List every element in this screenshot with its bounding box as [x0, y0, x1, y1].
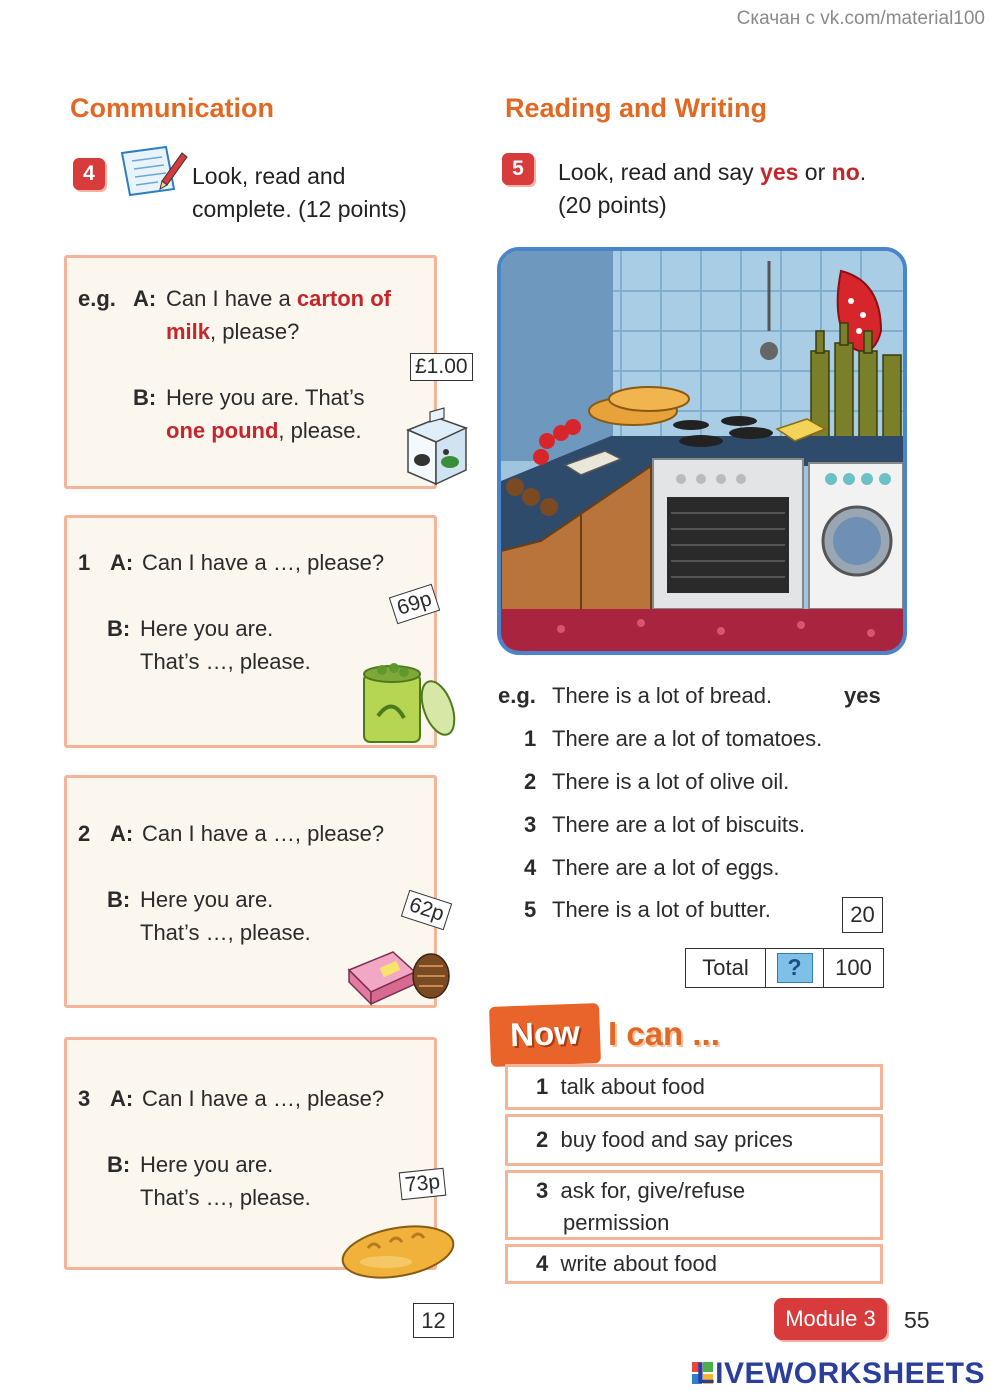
statement-text: There is a lot of olive oil.: [552, 769, 790, 794]
score-box: 12: [413, 1303, 454, 1338]
speaker-a-label: A:: [110, 1086, 134, 1111]
biscuit-packet-icon: [345, 932, 455, 1008]
liveworksheets-brand: LIVEWORKSHEETS: [696, 1357, 985, 1390]
dialogue-b-text: Here you are.: [140, 887, 274, 912]
ican-item-1: 1 talk about food: [505, 1064, 883, 1110]
reading-writing-heading: Reading and Writing: [505, 93, 767, 123]
example-answer-carton: carton of: [296, 286, 391, 311]
dialogue-b-text-2: That’s …, please.: [140, 920, 311, 945]
speaker-b-label: B:: [107, 616, 131, 641]
statement-text: There are a lot of tomatoes.: [552, 726, 823, 751]
score-box: 20: [842, 897, 883, 933]
speaker-a-label: A:: [110, 550, 134, 575]
speaker-a-label: A:: [110, 821, 134, 846]
speaker-b-label: B:: [107, 887, 131, 912]
speaker-b-label: B:: [133, 385, 157, 410]
speaker-b-label: B:: [107, 1152, 131, 1177]
statement-number: 1: [524, 726, 537, 751]
item-number: 2: [78, 821, 91, 846]
statement-number: 2: [524, 769, 537, 794]
dialogue-a-text: Can I have a …, please?: [142, 821, 385, 846]
watermark-text: Скачан с vk.com/material100: [736, 8, 985, 29]
example-a-text: Can I have a: [166, 286, 297, 311]
item-number: 3: [78, 1086, 91, 1111]
price-tag: 73p: [399, 1168, 447, 1201]
task-4-badge: 4: [73, 158, 105, 190]
milk-carton-icon: [400, 404, 474, 488]
statement-text: There is a lot of butter.: [552, 897, 771, 922]
price-tag: 69p: [389, 584, 440, 625]
statement-number: 3: [524, 812, 537, 837]
bread-loaf-icon: [338, 1218, 458, 1280]
dialogue-b-text-2: That’s …, please.: [140, 1185, 311, 1210]
now-label: Now: [509, 1013, 581, 1054]
page-number: 55: [904, 1307, 930, 1333]
price-tag: £1.00: [410, 353, 473, 381]
ican-item-2: 2 buy food and say prices: [505, 1114, 883, 1166]
total-label: Total: [686, 949, 766, 987]
total-score-box: [685, 948, 884, 988]
communication-heading: Communication: [70, 93, 275, 123]
example-b-text: Here you are. That’s: [166, 385, 365, 410]
speaker-a-label: A:: [133, 286, 157, 311]
task-4-instruction: Look, read and complete. (12 points): [192, 163, 407, 222]
dialogue-a-text: Can I have a …, please?: [142, 1086, 385, 1111]
total-score-field[interactable]: [766, 949, 824, 987]
i-can-heading: I can ...: [608, 1015, 720, 1052]
question-mark-icon: ?: [777, 953, 813, 983]
statement-text: There are a lot of eggs.: [552, 855, 780, 880]
dialogue-b-text: Here you are.: [140, 1152, 274, 1177]
module-badge: Module 3: [774, 1298, 887, 1340]
dialogue-a-text: Can I have a …, please?: [142, 550, 385, 575]
ican-item-4: 4 write about food: [505, 1244, 883, 1284]
item-number: 1: [78, 550, 91, 575]
task-5-instruction: Look, read and say yes or no. (20 points): [558, 159, 867, 218]
dialogue-b-text: Here you are.: [140, 616, 274, 641]
ican-item-3: 3 ask for, give/refuse permission: [505, 1170, 883, 1240]
total-max: 100: [835, 955, 872, 980]
task-5-badge: 5: [502, 153, 534, 185]
dialogue-b-text-2: That’s …, please.: [140, 649, 311, 674]
write-paper-icon: [118, 145, 188, 197]
price-tag: 62p: [401, 890, 452, 931]
kitchen-illustration: [497, 247, 907, 655]
example-answer-milk: milk: [166, 319, 211, 344]
statement-text: There are a lot of biscuits.: [552, 812, 806, 837]
statement-number: 4: [524, 855, 537, 880]
statement-number: 5: [524, 897, 537, 922]
example-answer-price: one pound: [166, 418, 279, 443]
example-label: e.g.: [498, 683, 536, 708]
example-statement: There is a lot of bread.: [552, 683, 773, 708]
now-banner: [489, 1003, 601, 1067]
peas-tin-icon: [358, 656, 462, 748]
example-label: e.g.: [78, 286, 116, 311]
example-answer: yes: [844, 683, 881, 708]
